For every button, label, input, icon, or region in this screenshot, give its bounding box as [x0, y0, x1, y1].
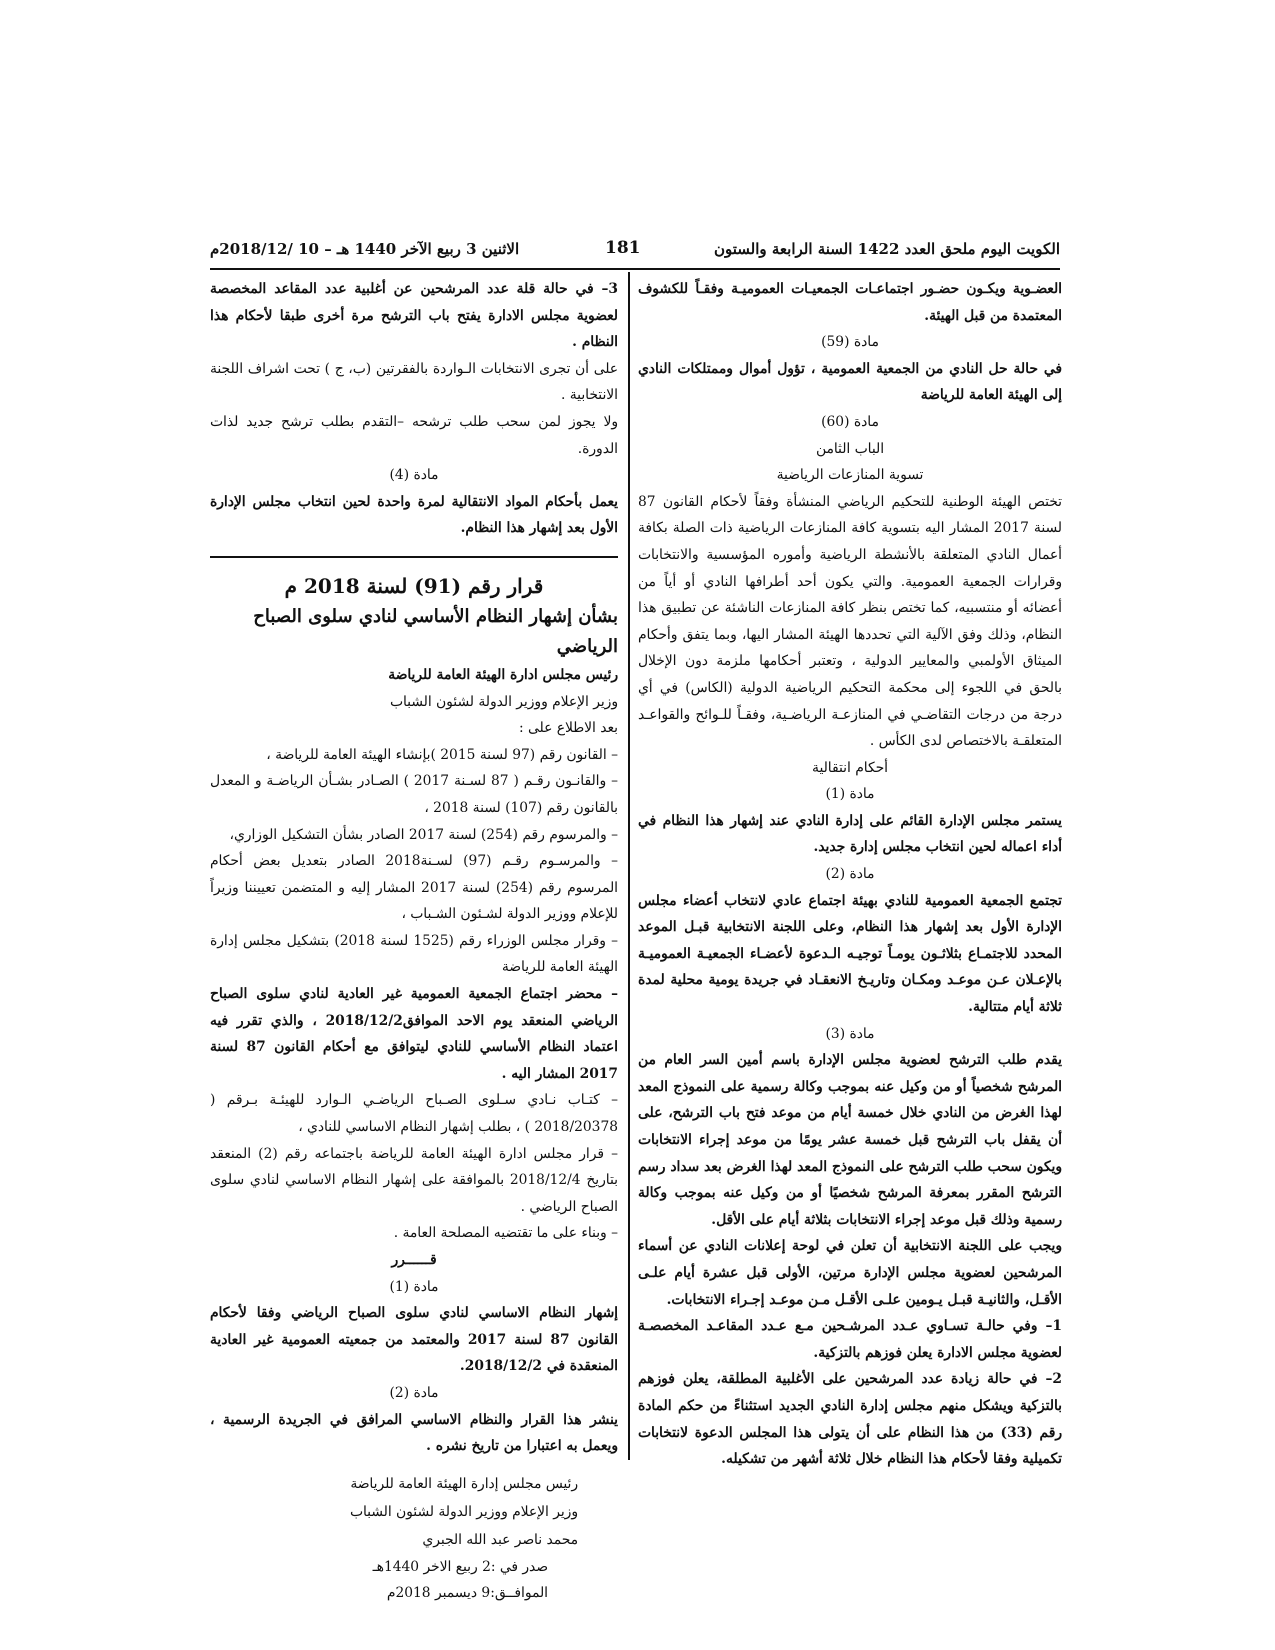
paragraph: يستمر مجلس الإدارة القائم على إدارة النادي عند إشهار هذا النظام في أداء اعماله لحين انتخاب مجلس إدارة جديد.: [638, 812, 1062, 856]
signatory-name: محمد ناصر عبد الله الجبري: [422, 1531, 578, 1548]
page-number: 181: [605, 238, 641, 258]
paragraph: ويجب على اللجنة الانتخابية أن تعلن في لوحة إعلانات النادي عن أسماء المرشحين لعضوية مجلس الإدارة مرتين، الأولى قبل عشرة أيام علـى الأقـل، والثانيـة قبـل يـومين علـى الأقـل مـن موعـد إجـراء الانتخابات.: [638, 1238, 1062, 1308]
article-heading: مادة (2): [825, 866, 875, 883]
paragraph: تختص الهيئة الوطنية للتحكيم الرياضي المنشأة وفقاً لأحكام القانون 87 لسنة 2017 المشار اليه بتسوية كافة المنازعات الرياضية ذات الصلة بكافة أعمال النادي المتعلقة بالأنشطة الرياضية وأموره المؤسسية والانتخابات وقرارات الجمعية العمومية. والتي يكون أحد أطرافها النادي أو أياً من أعضائه أو منتسبيه، كما تختص بنظر كافة المنازعات الناشئة عن تطبيق هذا النظام، وذلك وفق الآلية التي تحددها الهيئة المشار اليها، وبما يتفق وأحكام الميثاق الأولمبي والمعايير الدولية ، وتعتبر أحكامها ملزمة دون الإخلال بالحق في اللجوء إلى محكمة التحكيم الرياضية الدولية (الكاس) في أي درجة من درجات التقاضـي في المنازعـة الرياضـية، وفقـاً للـوائح والقواعـد المتعلقـة بالاختصاص لدى الكأس .: [638, 493, 1063, 750]
article-heading: مادة (4): [389, 467, 439, 484]
paragraph: ولا يجوز لمن سحب طلب ترشحه –التقدم بطلب ترشح جديد لذات الدورة.: [210, 413, 618, 457]
chapter-heading: الباب الثامن: [815, 440, 885, 457]
right-column: [638, 276, 1062, 1473]
list-item: – والقانـون رقـم ( 87 لسـنة 2017 ) الصـادر بشـأن الرياضـة و المعدل بالقانون رقم (107) لسنة 2018 ،: [210, 773, 618, 816]
paragraph: على أن تجرى الانتخابات الـواردة بالفقرتين (ب، ج ) تحت اشراف اللجنة الانتخابية .: [210, 360, 618, 404]
review-intro: بعد الاطلاع على :: [519, 720, 618, 737]
spacer: [210, 1460, 618, 1470]
paragraph: يعمل بأحكام المواد الانتقالية لمرة واحدة لحين انتخاب مجلس الإدارة الأول بعد إشهار هذا النظام.: [210, 493, 618, 537]
decided-heading: قــــــرر: [391, 1252, 437, 1268]
paragraph: 3– في حالة قلة عدد المرشحين عن أغلبية عدد المقاعد المخصصة لعضوية مجلس الادارة يفتح باب الترشح مرة أخرى طبقا لأحكام هذا النظام .: [210, 281, 618, 351]
paragraph: يقدم طلب الترشح لعضوية مجلس الإدارة باسم أمين السر العام من المرشح شخصياً أو من وكيل عنه بموجب وكالة رسمية على النموذج المعد لهذا الغرض من النادي خلال خمسة أيام من موعد فتح باب الترشح، على أن يقفل باب الترشح قبل خمسة عشر يومًا من موعد إجراء الانتخابات ويكون سحب طلب الترشح على النموذج المعد لهذا الغرض بعد سداد رسم الترشح المقرر بمعرفة المرشح شخصيًا أو من وكيل عنه بموجب وكالة رسمية وذلك قبل موعد إجراء الانتخابات بثلاثة أيام على الأقل.: [638, 1052, 1062, 1228]
decree-title: قرار رقم (91) لسنة 2018 م: [284, 573, 544, 598]
decree-subject: بشأن إشهار النظام الأساسي لنادي سلوى الصباح الرياضي: [253, 605, 618, 657]
header-date: الاثنين 3 ربيع الآخر 1440 هـ – 10 /2018/12م: [210, 240, 520, 258]
section-divider: [210, 556, 618, 558]
issuer-line: رئيس مجلس ادارة الهيئة العامة للرياضة: [388, 666, 618, 683]
article-heading: مادة (59): [821, 334, 879, 351]
column-divider: [628, 272, 630, 1460]
article-heading: مادة (2): [389, 1384, 439, 1401]
list-item: – القانون رقم (97 لسنة 2015 )بإنشاء الهيئة العامة للرياضة ،: [266, 746, 618, 763]
left-column: [210, 276, 618, 1606]
page-header: [210, 238, 1060, 270]
list-item: – قرار مجلس ادارة الهيئة العامة للرياضة باجتماعه رقم (2) المنعقد بتاريخ 2018/12/4 بالموافقة على إشهار النظام الاساسي لنادي سلوى الصباح الرياضي .: [210, 1145, 618, 1215]
header-publication: الكويت اليوم ملحق العدد 1422 السنة الرابعة والستون: [714, 240, 1060, 258]
list-item: – كتـاب نـادي سـلوى الصـباح الرياضـي الـوارد للهيئـة بـرقم ( 2018/20378 ) ، بطلب إشهار النظام الاساسي للنادي ،: [210, 1092, 618, 1136]
issuer-line: وزير الإعلام ووزير الدولة لشئون الشباب: [389, 693, 618, 710]
paragraph: في حالة حل النادي من الجمعية العمومية ، تؤول أموال وممتلكات النادي إلى الهيئة العامة للرياضة: [638, 360, 1062, 404]
paragraph: تجتمع الجمعية العمومية للنادي بهيئة اجتماع عادي لانتخاب أعضاء مجلس الإدارة الأول بعد إشهار هذا النظام، وعلى اللجنة الانتخابية قبـل الموعد المحدد للاجتمـاع بثلاثـون يومـاً توجيـه الـدعوة لأعضـاء الجمعيـة العموميـة بالإعـلان عـن موعـد ومكـان وتاريـخ الانعقـاد في جريدة يومية محلية لمدة ثلاثة أيام متتالية.: [638, 892, 1062, 1016]
paragraph: 2– في حالة زيادة عدد المرشحين على الأغلبية المطلقة، يعلن فوزهم بالتزكية ويشكل منهم مجلس إدارة النادي الجديد استثناءً من حكم المادة رقم (33) من هذا النظام على أن يتولى هذا المجلس الدعوة لانتخابات تكميلية وفقا لأحكام هذا النظام خلال ثلاثة أشهر من تشكيله.: [638, 1371, 1062, 1468]
list-item: – وبناء على ما تقتضيه المصلحة العامة .: [393, 1225, 618, 1242]
article-heading: مادة (1): [825, 786, 875, 803]
signature-title: وزير الإعلام ووزير الدولة لشئون الشباب: [349, 1503, 578, 1520]
section-heading: أحكام انتقالية: [812, 759, 888, 776]
signature-title: رئيس مجلس إدارة الهيئة العامة للرياضة: [350, 1475, 578, 1492]
paragraph: ينشر هذا القرار والنظام الاساسي المرافق في الجريدة الرسمية ، ويعمل به اعتبارا من تاريخ نشره .: [210, 1411, 618, 1455]
list-item: – محضر اجتماع الجمعية العمومية غير العادية لنادي سلوى الصباح الرياضي المنعقد يوم الاحد الموافق2018/12/2 ، والذي تقرر فيه اعتماد النظام الأساسي للنادي ليتوافق مع أحكام القانون 87 لسنة 2017 المشار اليه .: [210, 986, 618, 1082]
issue-date: صدر في :2 ربيع الاخر 1440هـ: [372, 1558, 548, 1575]
paragraph: العضـوية ويكـون حضـور اجتماعـات الجمعيـات العموميـة وفقـاً للكشوف المعتمدة من قبل الهيئة.: [638, 281, 1062, 324]
article-heading: مادة (1): [389, 1278, 439, 1295]
paragraph: إشهار النظام الاساسي لنادي سلوى الصباح الرياضي وفقا لأحكام القانون 87 لسنة 2017 والمعتمد من جمعيته العمومية غير العادية المنعقدة في 2018/12/2.: [210, 1305, 618, 1375]
chapter-title: تسوية المنازعات الرياضية: [776, 467, 924, 484]
list-item: – وقرار مجلس الوزراء رقم (1525 لسنة 2018) بتشكيل مجلس إدارة الهيئة العامة للرياضة: [210, 932, 618, 976]
list-item: – والمرسـوم رقـم (97) لسـنة2018 الصادر بتعديل بعض أحكام المرسوم رقم (254) لسنة 2017 المشار إليه و المتضمن تعييننا وزيراً للإعلام ووزير الدولة لشـئون الشـباب ،: [210, 853, 618, 923]
article-heading: مادة (60): [821, 413, 879, 430]
article-heading: مادة (3): [825, 1025, 875, 1042]
issue-date-gregorian: الموافــق:9 ديسمبر 2018م: [386, 1584, 548, 1601]
list-item: – والمرسوم رقم (254) لسنة 2017 الصادر بشأن التشكيل الوزاري،: [229, 826, 618, 843]
paragraph: 1– وفي حالـة تسـاوي عـدد المرشـحين مـع عـدد المقاعـد المخصصـة لعضوية مجلس الادارة يعلن فوزهم بالتزكية.: [638, 1318, 1062, 1361]
